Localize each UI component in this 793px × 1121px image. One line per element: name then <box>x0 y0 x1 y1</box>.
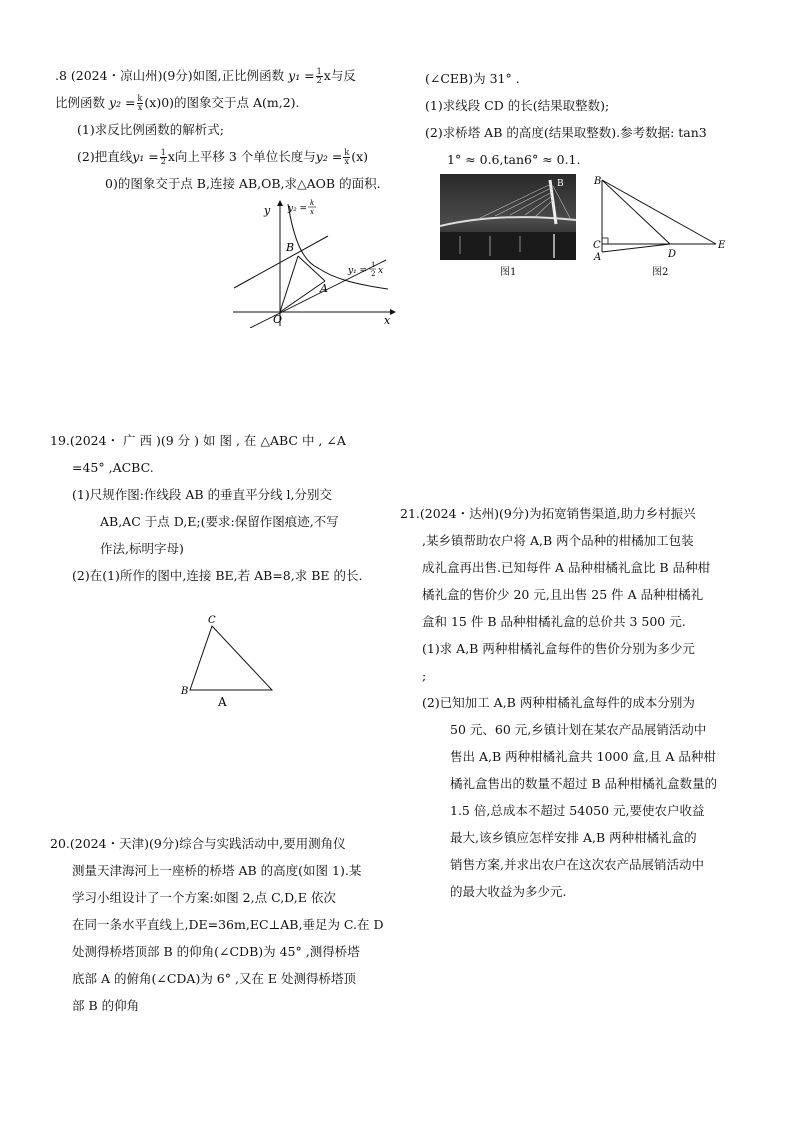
q18-fraction: $\frac{1}{2}$ <box>316 67 322 85</box>
triangle-abc-diagram <box>178 612 288 710</box>
q21-part2-l5: 1.5 倍,总成本不超过 54050 元,要使农户收益 <box>450 803 705 818</box>
q18-func-y1: y₁ = <box>132 149 159 164</box>
q21-line4: 橘礼盒的售价少 20 元,且出售 25 件 A 品种柑橘礼 <box>422 587 704 602</box>
point-b-label: B <box>286 241 295 254</box>
q21-line2: ,某乡镇帮助农户将 A,B 两个品种的柑橘加工包装 <box>422 533 694 548</box>
figure-1-caption: 图1 <box>500 267 517 278</box>
question-20 <box>50 830 395 1019</box>
q18-line2 <box>55 89 400 116</box>
q18-part1: (1)求反比例函数的解析式; <box>77 122 224 137</box>
q19-part2: (2)在(1)所作的图中,连接 BE,若 AB=8,求 BE 的长. <box>72 568 363 583</box>
q18-text: x向上平移 3 个单位长度与 <box>167 149 316 164</box>
line-label-num: 1 <box>371 261 376 269</box>
x-axis-label: x <box>384 314 391 327</box>
q18-text: (x)0)的图象交于点 A(m,2). <box>144 95 300 110</box>
q18-line1 <box>55 62 400 89</box>
q21-part2-l6: 最大,该乡镇应怎样安排 A,B 两种柑橘礼盒的 <box>450 830 697 845</box>
fig2-point-e: E <box>718 240 726 251</box>
q18-part2-line2: 0)的图象交于点 B,连接 AB,OB,求△AOB 的面积. <box>105 176 381 191</box>
line-label: y₁ = <box>348 266 368 276</box>
question-19 <box>50 427 395 589</box>
q20c-part2-l1: (2)求桥塔 AB 的高度(结果取整数).参考数据: tan3 <box>425 125 707 140</box>
q21-line5: 盒和 15 件 B 品种柑橘礼盒的总价共 3 500 元. <box>422 614 686 629</box>
q19-line2: =45° ,ACBC. <box>72 460 154 475</box>
q19-line1: 19.(2024・ 广 西 )(9 分 ) 如 图 , 在 △ABC 中 , ∠A <box>50 433 346 448</box>
q18-text: 比例函数 <box>55 95 106 110</box>
q18-part2 <box>55 143 400 170</box>
curve-label-num: k <box>310 199 315 207</box>
point-c-label: C <box>208 615 216 626</box>
q20-line5: 处测得桥塔顶部 B 的仰角(∠CDB)为 45° ,测得桥塔 <box>72 944 360 959</box>
q18-func-y2: y₂ = <box>109 95 136 110</box>
q19-part1-l1: (1)尺规作图:作线段 AB 的垂直平分线 l,分别交 <box>72 487 333 502</box>
fig2-point-b: B <box>594 176 602 187</box>
y-axis-label: y <box>264 204 271 217</box>
q19-part1-l3: 作法,标明字母) <box>100 541 184 556</box>
q21-part2-l8: 的最大收益为多少元. <box>450 884 567 899</box>
fig2-point-d: D <box>668 249 677 260</box>
question-20-continued <box>425 65 755 173</box>
point-a-label: A <box>320 282 328 295</box>
line-label-x: x <box>378 266 384 276</box>
question-18 <box>55 62 400 197</box>
tower-label: B <box>557 179 564 189</box>
q19-part1-l2: AB,AC 于点 D,E;(要求:保留作图痕迹,不写 <box>100 514 339 529</box>
q20c-line1: (∠CEB)为 31° . <box>425 71 520 86</box>
q21-part2-l4: 橘礼盒售出的数量不超过 B 品种柑橘礼盒数量的 <box>450 776 718 791</box>
fig2-point-a: A <box>594 252 602 262</box>
q20-line2: 测量天津海河上一座桥的桥塔 AB 的高度(如图 1).某 <box>72 863 362 878</box>
q18-fraction: $\frac{k}{x}$ <box>344 148 350 166</box>
q21-part2-l1: (2)已知加工 A,B 两种柑橘礼盒每件的成本分别为 <box>422 695 695 710</box>
q18-func-y1: y₁ = <box>288 68 315 83</box>
q18-text: (x) <box>351 149 368 164</box>
q20c-part1: (1)求线段 CD 的长(结果取整数); <box>425 98 610 113</box>
q21-line1: 21.(2024・达州)(9分)为拓宽销售渠道,助力乡村振兴 <box>400 506 696 521</box>
point-b-label: B <box>181 686 189 697</box>
q20-line1: 20.(2024・天津)(9分)综合与实践活动中,要用测角仪 <box>50 836 346 851</box>
q18-fraction: $\frac{k}{x}$ <box>137 94 143 112</box>
q20-line6: 底部 A 的俯角(∠CDA)为 6° ,又在 E 处测得桥塔顶 <box>72 971 357 986</box>
q20-line4: 在同一条水平直线上,DE=36m,EC⊥AB,垂足为 C.在 D <box>72 917 384 932</box>
line-label-den: 2 <box>371 270 376 278</box>
bridge-photo <box>440 174 576 260</box>
q21-part2-l3: 售出 A,B 两种柑橘礼盒共 1000 盒,且 A 品种柑 <box>450 749 716 764</box>
bridge-photo-image <box>440 174 576 260</box>
q18-fraction: $\frac{1}{2}$ <box>160 148 166 166</box>
origin-label: O <box>273 313 283 326</box>
curve-label: y₂ = <box>288 204 308 214</box>
fig2-point-c: C <box>593 240 601 251</box>
q18-text: x与反 <box>323 68 356 83</box>
tower-measurement-diagram <box>592 172 732 262</box>
curve-label-den: x <box>310 208 314 216</box>
q18-text: .8 (2024・凉山州)(9分)如图,正比例函数 <box>55 68 285 83</box>
q20c-part2-l2: 1° ≈ 0.6,tan6° ≈ 0.1. <box>447 152 581 167</box>
q18-func-y2: y₂ = <box>315 149 343 164</box>
q18-text: (2)把直线 <box>77 149 133 164</box>
q21-part2-l7: 销售方案,并求出农户在这次农产品展销活动中 <box>450 857 704 872</box>
q20-line3: 学习小组设计了一个方案:如图 2,点 C,D,E 依次 <box>72 890 336 905</box>
q18-function-graph <box>228 196 398 328</box>
question-21 <box>400 500 760 905</box>
q20-line7: 部 B 的仰角 <box>72 998 140 1013</box>
point-a-label: A <box>218 695 227 709</box>
figure-2-caption: 图2 <box>652 267 669 278</box>
q21-line3: 成礼盒再出售.已知每件 A 品种柑橘礼盒比 B 品种柑 <box>422 560 711 575</box>
q21-part1-l1: (1)求 A,B 两种柑橘礼盒每件的售价分别为多少元 <box>422 641 695 656</box>
q21-part2-l2: 50 元、60 元,乡镇计划在某农产品展销活动中 <box>450 722 707 737</box>
q21-part1-l2: ; <box>422 668 427 683</box>
